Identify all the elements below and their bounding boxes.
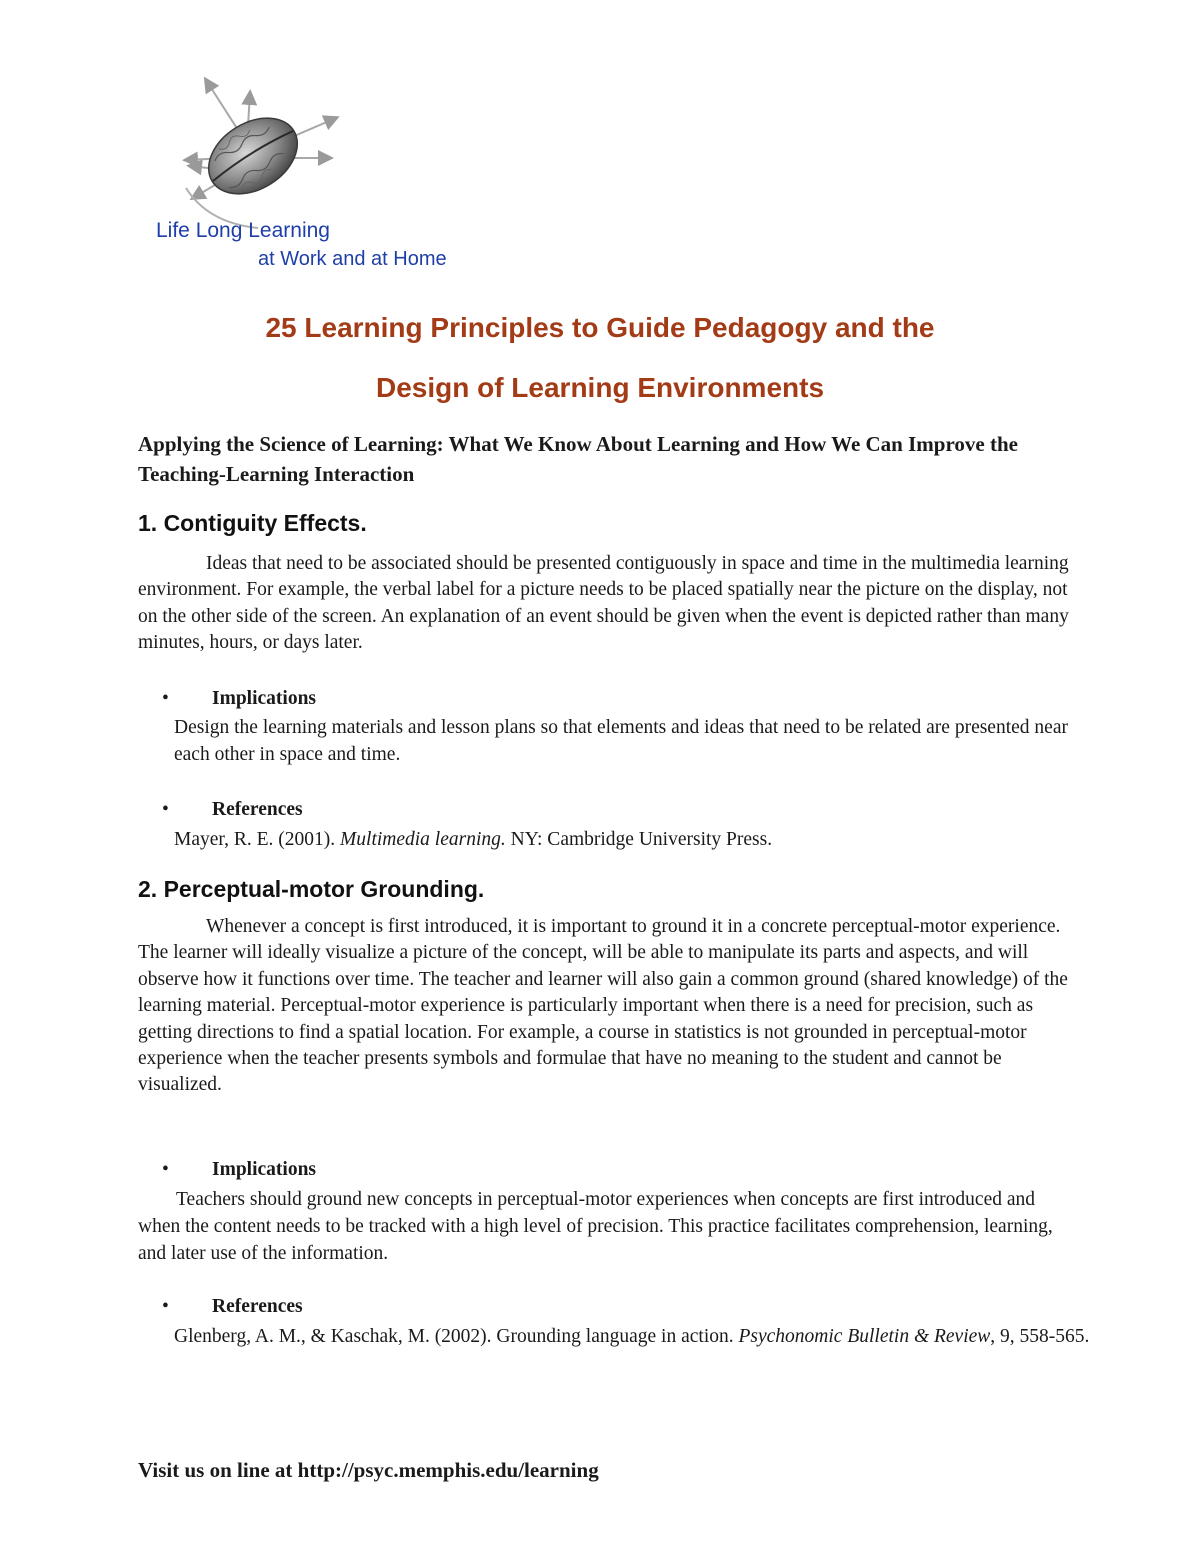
references-heading <box>162 1296 303 1318</box>
section-heading: 1. Contiguity Effects. <box>138 510 367 536</box>
implications-label: Implications <box>212 688 317 709</box>
section-body-text: Whenever a concept is first introduced, it is important to ground it in a concrete perceptual-motor experience. The learner will ideally visualize a picture of the concept, will be able to manipulate its parts and aspects, and will observe how it functions over time. The teacher and learner will also gain a common ground (shared knowledge) of the learning material. Perceptual-motor experience is particularly important when there is a need for precision, such as getting directions to find a spatial location. For example, a course in statistics is not grounded in perceptual-motor experience when the teacher presents symbols and formulae that have no meaning to the student and cannot be visualized. <box>138 916 1068 1096</box>
reference-italic: Psychonomic Bulletin & Review <box>738 1326 991 1347</box>
section-heading: 2. Perceptual-motor Grounding. <box>138 876 485 902</box>
implications-heading <box>162 688 316 710</box>
footer-link-text: Visit us on line at http://psyc.memphis.edu/learning <box>138 1458 599 1482</box>
logo <box>118 48 463 286</box>
logo-text-line2: at Work and at Home <box>258 248 447 270</box>
implications-heading <box>162 1159 316 1181</box>
page-title-line1: 25 Learning Principles to Guide Pedagogy and the <box>265 312 935 343</box>
bullet-icon: • <box>162 688 169 709</box>
implications-text-body: Teachers should ground new concepts in perceptual-motor experiences when concepts are first introduced and when the content needs to be tracked with a high level of precision. This practice facilitates comprehension, learning, and later use of the information. <box>138 1189 1053 1264</box>
reference-suffix: NY: Cambridge University Press. <box>505 829 773 850</box>
reference-entry <box>174 1323 1100 1350</box>
page-title-line2: Design of Learning Environments <box>375 372 825 403</box>
reference-prefix: Mayer, R. E. (2001). <box>174 829 341 850</box>
references-heading <box>162 799 303 821</box>
implications-label: Implications <box>212 1159 317 1180</box>
logo-text-line1: Life Long Learning <box>156 219 330 242</box>
section-body <box>138 914 1073 1099</box>
bullet-icon: • <box>162 1159 169 1180</box>
references-label: References <box>212 799 303 820</box>
reference-suffix: , 9, 558-565. <box>990 1326 1090 1347</box>
implications-text: Design the learning materials and lesson plans so that elements and ideas that need to be related are presented near each other in space and time. <box>174 717 1068 765</box>
references-label: References <box>212 1296 303 1317</box>
implications-text <box>138 1186 1073 1267</box>
reference-prefix: Glenberg, A. M., & Kaschak, M. (2002). Grounding language in action. <box>174 1326 739 1347</box>
subtitle: Applying the Science of Learning: What We Know About Learning and How We Can Improve the Teaching-Learning Interaction <box>138 432 1018 486</box>
reference-entry <box>174 826 1100 853</box>
section-body <box>138 551 1073 657</box>
bullet-icon: • <box>162 1296 169 1317</box>
section-body-text: Ideas that need to be associated should be presented contiguously in space and time in the multimedia learning environment. For example, the verbal label for a picture needs to be placed spatially near the picture on the display, not on the other side of the screen. An explanation of an event should be given when the event is depicted rather than many minutes, hours, or days later. <box>138 553 1069 654</box>
reference-italic: Multimedia learning. <box>340 829 506 850</box>
bullet-icon: • <box>162 799 169 820</box>
